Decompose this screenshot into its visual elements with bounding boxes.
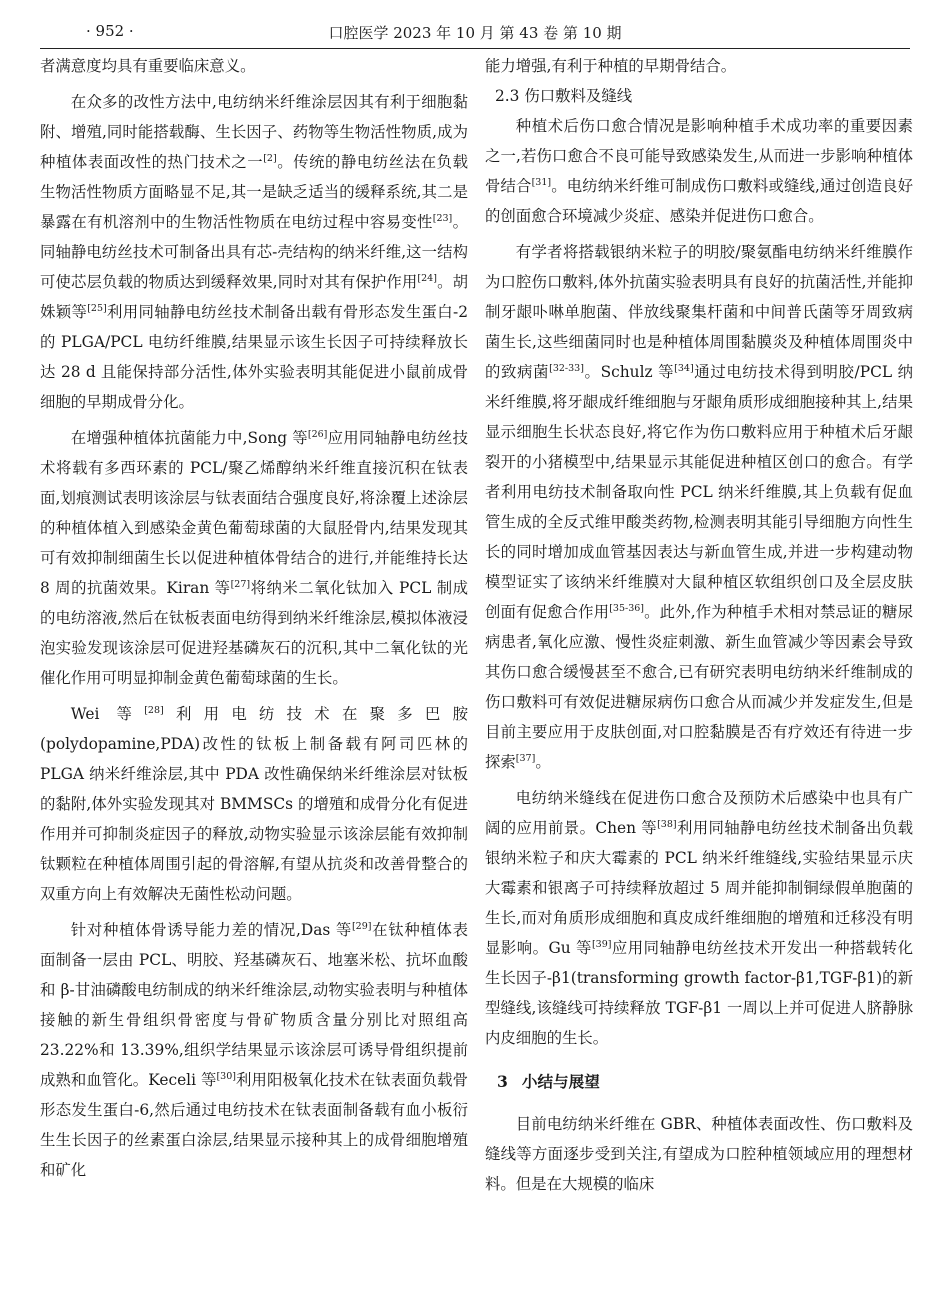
- citation: [31]: [531, 176, 552, 188]
- paragraph: 针对种植体骨诱导能力差的情况,Das 等[29]在钛种植体表面制备一层由 PCL、明胶、羟基磷灰石、地塞米松、抗坏血酸和 β-甘油磷酸电纺制成的纳米纤维涂层,动物实验表明与种植体接触的新生骨组织骨密度与骨矿物质含量分别比对照组高 23.22%和 13.39%,组织学结果显示该涂层可诱导骨组织提前成熟和血管化。Keceli 等[30]利用阳极氧化技术在钛表面负载骨形态发生蛋白-6,然后通过电纺技术在钛表面制备载有血小板衍生生长因子的丝素蛋白涂层,结果显示接种其上的成骨细胞增殖和矿化: [40, 920, 468, 1179]
- paragraph: 在众多的改性方法中,电纺纳米纤维涂层因其有利于细胞黏附、增殖,同时能搭载酶、生长因子、药物等生物活性物质,成为种植体表面改性的热门技术之一[2]。传统的静电纺丝法在负载生物活性物质方面略显不足,其一是缺乏适当的缓释系统,其二是暴露在有机溶剂中的生物活性物质在电纺过程中容易变性[23]。同轴静电纺丝技术可制备出具有芯-壳结构的纳米纤维,这一结构可使芯层负载的物质达到缓释效果,同时对其有保护作用[24]。胡姝颖等[25]利用同轴静电纺丝技术制备出载有骨形态发生蛋白-2 的 PLGA/PCL 电纺纤维膜,结果显示该生长因子可持续释放长达 28 d 且能保持部分活性,体外实验表明其能促进小鼠前成骨细胞的早期成骨分化。: [40, 93, 468, 411]
- left-column: [40, 51, 468, 1185]
- citation: [35-36]: [609, 602, 645, 614]
- section-title: 小结与展望: [521, 1072, 600, 1091]
- subsection-heading: 2.3 伤口敷料及缝线: [495, 87, 633, 105]
- citation: [29]: [351, 920, 372, 932]
- paragraph: 者满意度均具有重要临床意义。: [40, 57, 256, 75]
- citation: [24]: [417, 272, 437, 284]
- section-heading: [485, 1067, 913, 1097]
- citation: [30]: [216, 1070, 236, 1082]
- citation: [26]: [307, 428, 328, 440]
- section-number: 3: [497, 1072, 508, 1091]
- citation: [23]: [432, 212, 453, 224]
- citation: [28]: [144, 704, 164, 716]
- paragraph: 能力增强,有利于种植的早期骨结合。: [485, 57, 737, 75]
- paragraph: 电纺纳米缝线在促进伤口愈合及预防术后感染中也具有广阔的应用前景。Chen 等[38]利用同轴静电纺丝技术制备出负载银纳米粒子和庆大霉素的 PCL 纳米纤维缝线,实验结果显示庆大霉素和银离子可持续释放超过 5 周并能抑制铜绿假单胞菌的生长,而对角质形成细胞和真皮成纤维细胞的增殖和迁移没有明显影响。Gu 等[39]应用同轴静电纺丝技术开发出一种搭载转化生长因子-β1(transforming growth factor-β1,TGF-β1)的新型缝线,该缝线可持续释放 TGF-β1 一周以上并可促进人脐静脉内皮细胞的生长。: [485, 789, 913, 1047]
- journal-title: 口腔医学 2023 年 10 月 第 43 卷 第 10 期: [328, 24, 622, 42]
- citation: [39]: [591, 938, 612, 950]
- citation: [38]: [657, 818, 677, 830]
- paragraph: 有学者将搭载银纳米粒子的明胶/聚氨酯电纺纳米纤维膜作为口腔伤口敷料,体外抗菌实验表明具有良好的抗菌活性,并能抑制牙龈卟啉单胞菌、伴放线聚集杆菌和中间普氏菌等牙周致病菌生长,这些细菌同时也是种植体周围黏膜炎及种植体周围炎中的致病菌[32-33]。Schulz 等[34]通过电纺技术得到明胶/PCL 纳米纤维膜,将牙龈成纤维细胞与牙龈角质形成细胞接种其上,结果显示细胞生长状态良好,将它作为伤口敷料应用于种植术后牙龈裂开的小猪模型中,结果显示其能促进种植区创口的愈合。有学者利用电纺技术制备取向性 PCL 纳米纤维膜,其上负载有促血管生成的全反式维甲酸类药物,检测表明其能引导细胞方向性生长的同时增加成血管基因表达与新血管生成,并进一步构建动物模型证实了该纳米纤维膜对大鼠种植区软组织创口及全层皮肤创面有促愈合作用[35-36]。此外,作为种植手术相对禁忌证的糖尿病患者,氧化应激、慢性炎症刺激、新生血管减少等因素会导致其伤口愈合缓慢甚至不愈合,已有研究表明电纺纳米纤维制成的伤口敷料可有效促进糖尿病伤口愈合从而减少并发症发生,但是目前主要应用于皮肤创面,对口腔黏膜是否有疗效还有待进一步探索[37]。: [485, 243, 913, 771]
- citation: [34]: [674, 362, 694, 374]
- page-number: · 952 ·: [86, 22, 134, 40]
- right-column: [485, 51, 913, 1199]
- citation: [32-33]: [549, 362, 584, 374]
- citation: [27]: [230, 578, 251, 590]
- paragraph: Wei 等[28]利用电纺技术在聚多巴胺(polydopamine,PDA)改性的钛板上制备载有阿司匹林的 PLGA 纳米纤维涂层,其中 PDA 改性确保纳米纤维涂层对钛板的黏附,体外实验发现其对 BMMSCs 的增殖和成骨分化有促进作用并可抑制炎症因子的释放,动物实验显示该涂层能有效抑制钛颗粒在种植体周围引起的骨溶解,有望从抗炎和改善骨整合的双重方向上有效解决无菌性松动问题。: [40, 704, 468, 903]
- running-header: [40, 14, 910, 49]
- paragraph: 目前电纺纳米纤维在 GBR、种植体表面改性、伤口敷料及缝线等方面逐步受到关注,有望成为口腔种植领域应用的理想材料。但是在大规模的临床: [485, 1115, 913, 1193]
- citation: [37]: [515, 752, 536, 764]
- paragraph: 种植术后伤口愈合情况是影响种植手术成功率的重要因素之一,若伤口愈合不良可能导致感染发生,从而进一步影响种植体骨结合[31]。电纺纳米纤维可制成伤口敷料或缝线,通过创造良好的创面愈合环境减少炎症、感染并促进伤口愈合。: [485, 117, 913, 225]
- citation: [25]: [87, 302, 107, 314]
- citation: [2]: [263, 152, 277, 164]
- paragraph: 在增强种植体抗菌能力中,Song 等[26]应用同轴静电纺丝技术将载有多西环素的 PCL/聚乙烯醇纳米纤维直接沉积在钛表面,划痕测试表明该涂层与钛表面结合强度良好,将涂覆上述涂层的种植体植入到感染金黄色葡萄球菌的大鼠胫骨内,结果发现其可有效抑制细菌生长以促进种植体骨结合的进行,并能维持长达 8 周的抗菌效果。Kiran 等[27]将纳米二氧化钛加入 PCL 制成的电纺溶液,然后在钛板表面电纺得到纳米纤维涂层,模拟体液浸泡实验发现该涂层可促进羟基磷灰石的沉积,其中二氧化钛的光催化作用可明显抑制金黄色葡萄球菌的生长。: [40, 428, 468, 687]
